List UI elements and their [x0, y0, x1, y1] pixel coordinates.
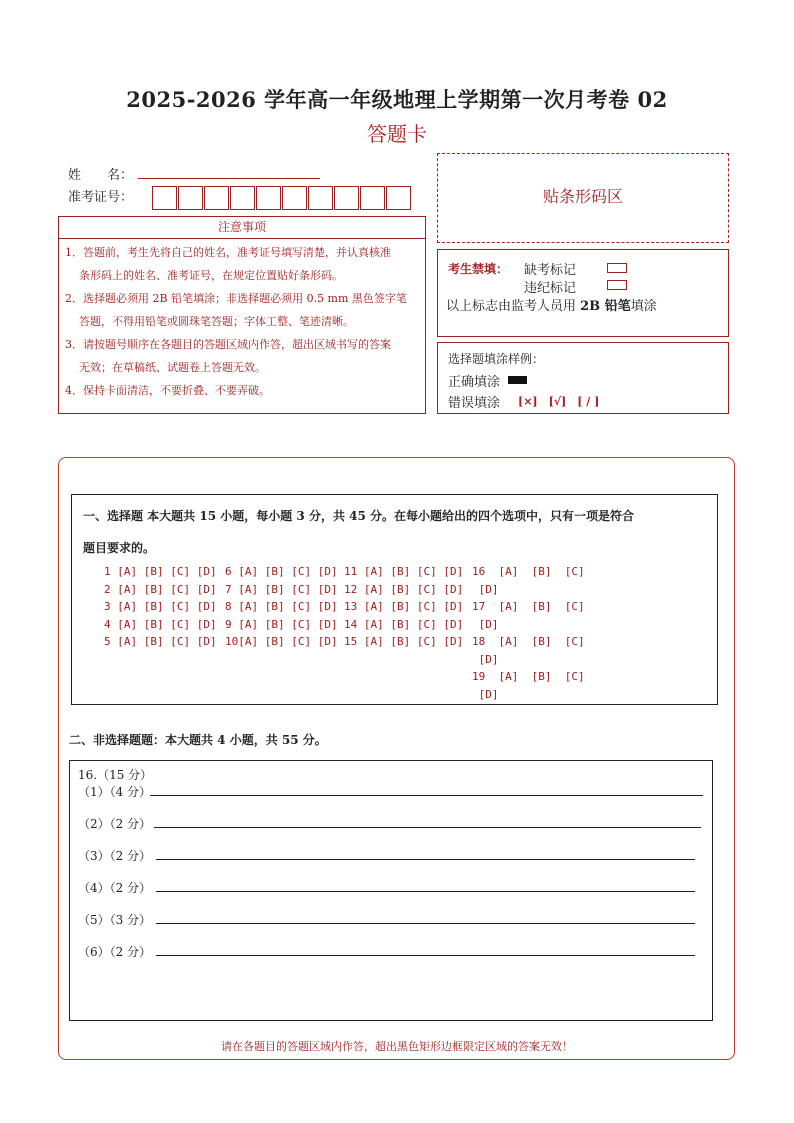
footer-warning: 请在各题目的答题区域内作答，超出黑色矩形边框限定区域的答案无效！: [221, 1040, 573, 1053]
mc-answer-row[interactable]: [D]: [472, 617, 499, 631]
exam-status-panel: [437, 249, 729, 337]
mc-answer-row[interactable]: 14 [A] [B] [C] [D]: [344, 617, 464, 631]
exam-status-note: [446, 295, 657, 314]
notice-line: 3．请按题号顺序在各题目的答题区域内作答，超出区域书写的答案: [65, 338, 391, 351]
notice-line: 条形码上的姓名、准考证号，在规定位置贴好条形码。: [79, 269, 343, 282]
mc-answer-row[interactable]: 3 [A] [B] [C] [D]: [104, 600, 217, 613]
name-label: 姓 名：: [68, 168, 134, 183]
id-digit-box[interactable]: [308, 186, 333, 210]
notice-item: [59, 379, 425, 402]
mc-answer-row[interactable]: 6 [A] [B] [C] [D]: [225, 565, 338, 578]
answer-line[interactable]: [156, 923, 695, 924]
part-label: （5）（3 分）: [78, 913, 152, 927]
mc-answer-row[interactable]: 15 [A] [B] [C] [D]: [344, 635, 464, 648]
mc-column-1: [104, 563, 217, 651]
mc-answer-row[interactable]: 11 [A] [B] [C] [D]: [344, 565, 464, 578]
notice-line: 无效；在草稿纸、试题卷上答题无效。: [79, 361, 266, 374]
exam-status-label: 考生禁填：: [448, 262, 509, 276]
mc-column-2: [225, 563, 338, 651]
violation-label: 违纪标记: [524, 281, 577, 296]
id-digit-box[interactable]: [178, 186, 203, 210]
question-label: 16.（15 分）: [78, 768, 153, 782]
absent-label: 缺考标记: [524, 263, 577, 278]
notice-line: 4．保持卡面清洁，不要折叠、不要弄破。: [65, 384, 270, 397]
note-suffix: 填涂: [630, 299, 657, 314]
correct-fill-label: 正确填涂: [448, 375, 501, 390]
mc-answer-row[interactable]: 17 [A] [B] [C]: [472, 600, 585, 613]
mc-answer-row[interactable]: 7 [A] [B] [C] [D]: [225, 582, 338, 596]
id-digit-box[interactable]: [256, 186, 281, 210]
mc-answer-row[interactable]: 19 [A] [B] [C]: [472, 670, 585, 683]
part-label: （4）（2 分）: [78, 881, 152, 895]
notice-panel: [58, 216, 426, 414]
mc-heading-line2: 题目要求的。: [83, 541, 156, 555]
fill-sample-panel: [437, 342, 729, 414]
id-digit-box[interactable]: [282, 186, 307, 210]
free-response-box: [69, 760, 713, 1021]
part-label: （6）（2 分）: [78, 945, 152, 959]
notice-item: [59, 333, 425, 379]
notice-item: [59, 287, 425, 333]
mc-answer-row[interactable]: 1 [A] [B] [C] [D]: [104, 565, 217, 578]
name-field[interactable]: [138, 178, 320, 179]
id-label: 准考证号：: [68, 190, 134, 205]
mc-heading-line1: 一、选择题 本大题共 15 小题，每小题 3 分，共 45 分。在每小题给出的四个选项中，只有一项是符合: [83, 509, 634, 523]
answer-line[interactable]: [156, 859, 695, 860]
answer-line[interactable]: [154, 827, 701, 828]
notice-heading: 注意事项: [59, 217, 425, 239]
correct-fill-mark: [508, 376, 527, 384]
page-subtitle: 答题卡: [367, 122, 427, 146]
note-bold: 2B 铅笔: [580, 299, 631, 314]
id-digit-box[interactable]: [152, 186, 177, 210]
mc-answer-row[interactable]: 5 [A] [B] [C] [D]: [104, 635, 217, 648]
wrong-fill-marks: [×] [√] [ / ]: [518, 395, 600, 408]
answer-line[interactable]: [150, 795, 703, 796]
mc-section: [71, 494, 718, 705]
mc-answer-row[interactable]: 9 [A] [B] [C] [D]: [225, 617, 338, 631]
mc-answer-row[interactable]: [D]: [472, 582, 499, 596]
mc-answer-row[interactable]: 18 [A] [B] [C]: [472, 635, 585, 648]
part-label: （3）（2 分）: [78, 849, 152, 863]
notice-line: 2．选择题必须用 2B 铅笔填涂；非选择题必须用 0.5 mm 黑色签字笔: [65, 292, 407, 305]
mc-answer-row[interactable]: 10[A] [B] [C] [D]: [225, 635, 338, 648]
mc-answer-row[interactable]: 4 [A] [B] [C] [D]: [104, 617, 217, 631]
id-digit-box[interactable]: [334, 186, 359, 210]
mc-answer-row[interactable]: [D]: [472, 687, 499, 701]
wrong-fill-label: 错误填涂: [448, 396, 501, 411]
absent-checkbox[interactable]: [607, 263, 627, 273]
fill-sample-title: 选择题填涂样例：: [448, 352, 545, 366]
mc-column-3: [344, 563, 463, 651]
mc-answer-row[interactable]: 12 [A] [B] [C] [D]: [344, 582, 464, 596]
mc-answer-row[interactable]: 16 [A] [B] [C]: [472, 565, 585, 578]
mc-answer-row[interactable]: [D]: [472, 652, 499, 666]
id-digit-box[interactable]: [230, 186, 255, 210]
violation-checkbox[interactable]: [607, 280, 627, 290]
answer-line[interactable]: [156, 955, 695, 956]
section2-heading: 二、非选择题题：本大题共 4 小题，共 55 分。: [69, 733, 327, 747]
part-label: （2）（2 分）: [78, 817, 152, 831]
answer-line[interactable]: [156, 891, 695, 892]
notice-line: 1．答题前，考生先将自己的姓名，准考证号填写清楚，并认真核准: [65, 246, 391, 259]
id-digit-box[interactable]: [386, 186, 411, 210]
mc-answer-row[interactable]: 8 [A] [B] [C] [D]: [225, 600, 338, 613]
id-digit-box[interactable]: [360, 186, 385, 210]
notice-line: 答题，不得用铅笔或圆珠笔答题；字体工整、笔迹清晰。: [79, 315, 354, 328]
mc-answer-row[interactable]: 2 [A] [B] [C] [D]: [104, 582, 217, 596]
id-digit-box[interactable]: [204, 186, 229, 210]
note-prefix: 以上标志由监考人员用: [446, 299, 581, 314]
part-label: （1）（4 分）: [78, 785, 152, 799]
notice-item: [59, 241, 425, 287]
mc-answer-row[interactable]: 13 [A] [B] [C] [D]: [344, 600, 464, 613]
mc-column-4: [472, 563, 585, 703]
barcode-area: 贴条形码区: [437, 153, 729, 243]
page-title: 2025-2026 学年高一年级地理上学期第一次月考卷 02: [126, 87, 668, 112]
